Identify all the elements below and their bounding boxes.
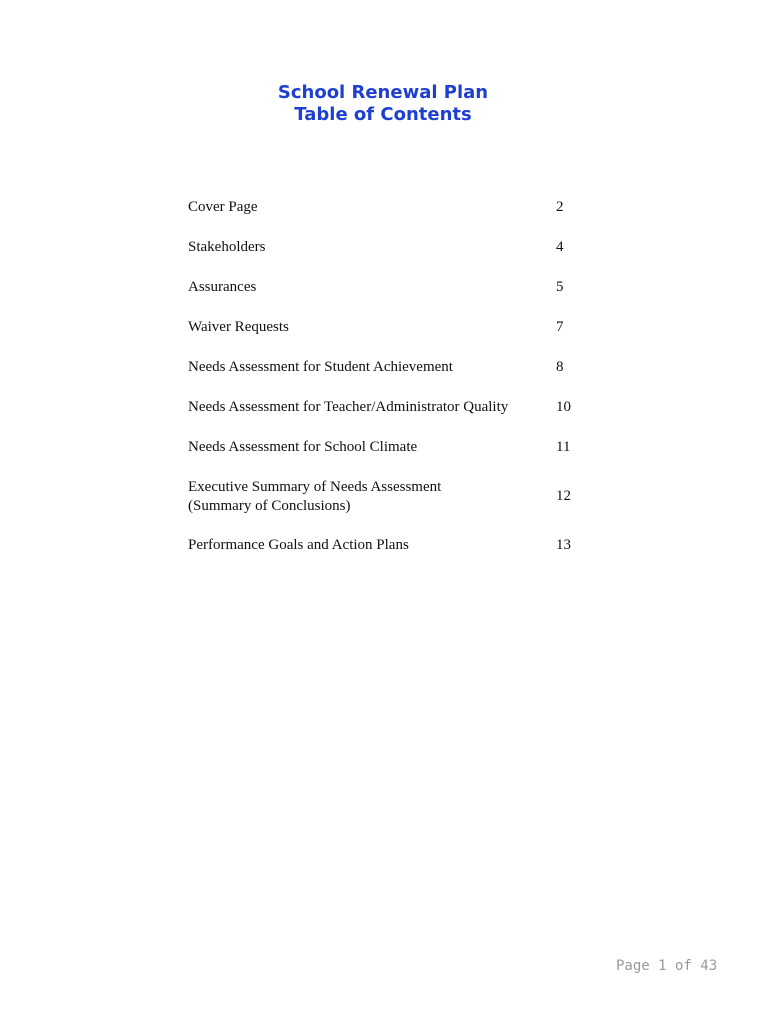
title-line-1: School Renewal Plan: [277, 82, 489, 103]
toc-row-waiver-requests[interactable]: [188, 318, 588, 337]
toc-page-number: 7: [556, 319, 564, 335]
toc-entry-label-line-2: (Summary of Conclusions): [188, 498, 351, 514]
toc-entry-label: Needs Assessment for School Climate: [188, 439, 418, 455]
toc-page-number: 12: [556, 488, 571, 504]
toc-entry-label: Needs Assessment for Teacher/Administrator Quality: [188, 399, 509, 415]
toc-row-executive-summary[interactable]: [188, 478, 588, 516]
toc-row-school-climate[interactable]: [188, 438, 588, 457]
toc-entry-label-line-1: Executive Summary of Needs Assessment: [188, 479, 442, 495]
toc-row-cover-page[interactable]: [188, 198, 588, 217]
toc-row-student-achievement[interactable]: [188, 358, 588, 377]
toc-row-performance-goals[interactable]: [188, 536, 588, 555]
toc-page-number: 4: [556, 239, 564, 255]
toc-entry-label: Waiver Requests: [188, 319, 289, 335]
page-number-footer: Page 1 of 43: [616, 958, 718, 974]
toc-page-number: 13: [556, 537, 571, 553]
toc-entry-label: Assurances: [188, 279, 257, 295]
toc-entry-label: Needs Assessment for Student Achievement: [188, 359, 453, 375]
title-line-2: Table of Contents: [294, 104, 472, 125]
document-title: [0, 82, 766, 126]
toc-page-number: 5: [556, 279, 564, 295]
toc-entry-label: Stakeholders: [188, 239, 266, 255]
toc-page-number: 2: [556, 199, 564, 215]
toc-page-number: 10: [556, 399, 571, 415]
toc-entry-label: [188, 478, 538, 516]
toc-entry-label: Performance Goals and Action Plans: [188, 537, 409, 553]
toc-page-number: 8: [556, 359, 564, 375]
toc-entry-label: Cover Page: [188, 199, 258, 215]
toc-row-assurances[interactable]: [188, 278, 588, 297]
toc-row-teacher-quality[interactable]: [188, 398, 588, 417]
toc-row-stakeholders[interactable]: [188, 238, 588, 257]
table-of-contents: [188, 198, 588, 576]
toc-page-number: 11: [556, 439, 571, 455]
